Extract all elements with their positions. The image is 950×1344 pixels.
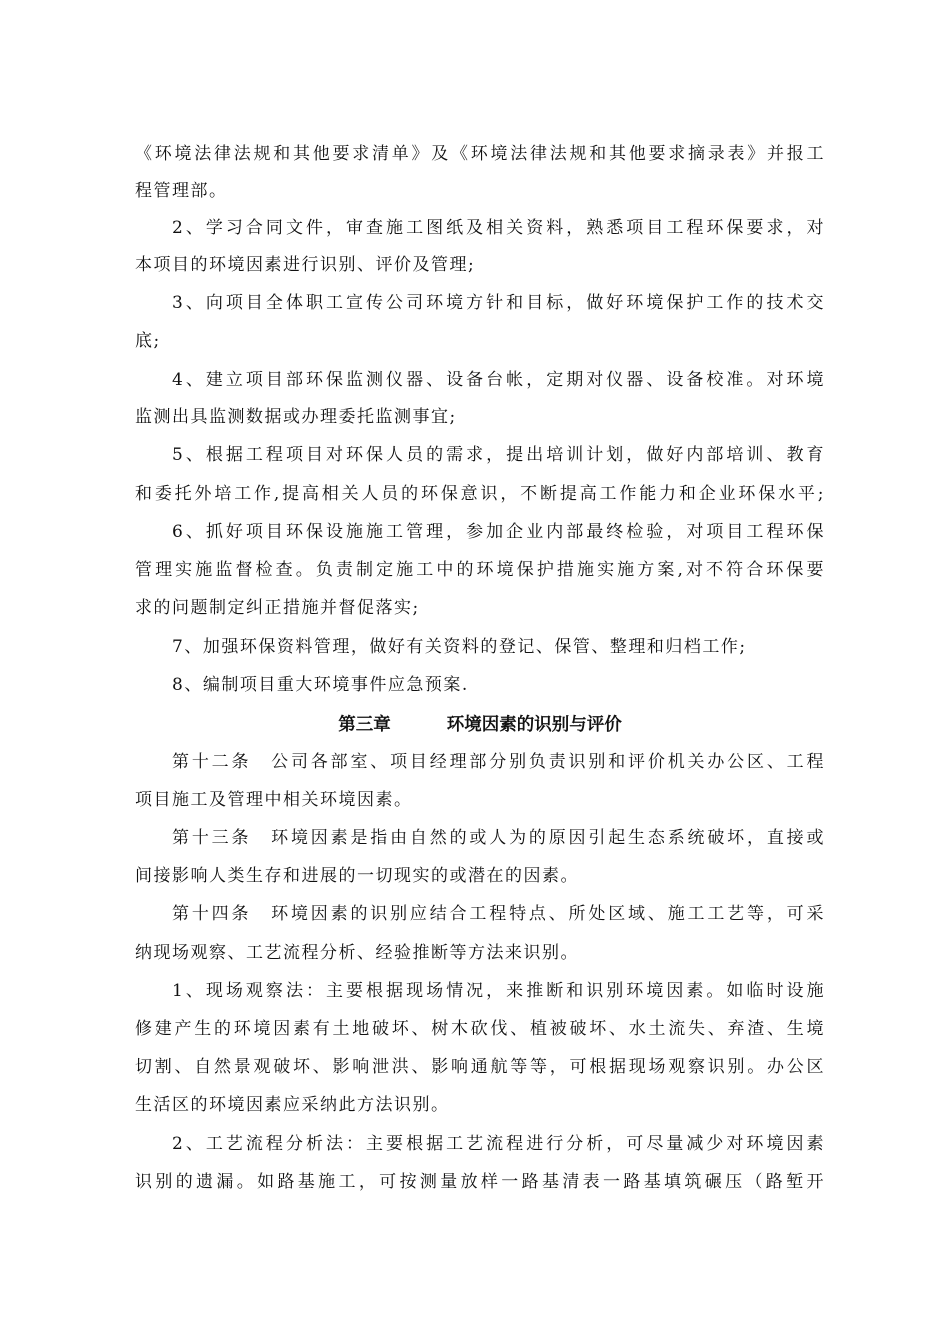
chapter-heading: [135, 710, 825, 740]
text-line: 管理实施监督检查。负责制定施工中的环境保护措施实施方案,对不符合环保要: [135, 560, 825, 580]
text-line: 识别的遗漏。如路基施工，可按测量放样一路基清表一路基填筑碾压（路堑开: [135, 1172, 825, 1192]
text-line: 生活区的环境因素应采纳此方法识别。: [135, 1095, 450, 1115]
text-line: 第十四条 环境因素的识别应结合工程特点、所处区域、施工工艺等，可采: [172, 904, 825, 924]
text-line: 8、编制项目重大环境事件应急预案.: [172, 675, 469, 695]
text-line: 间接影响人类生存和进展的一切现实的或潜在的因素。: [135, 866, 579, 886]
text-line: 第十二条 公司各部室、项目经理部分别负责识别和评价机关办公区、工程: [172, 752, 825, 772]
text-line: 切割、自然景观破坏、影响泄洪、影响通航等等，可根据现场观察识别。办公区: [135, 1057, 825, 1077]
text-line: 5、根据工程项目对环保人员的需求，提出培训计划，做好内部培训、教育: [172, 445, 825, 465]
text-line: 2、工艺流程分析法：主要根据工艺流程进行分析，可尽量减少对环境因素: [172, 1134, 825, 1154]
text-line: 和委托外培工作,提高相关人员的环保意识，不断提高工作能力和企业环保水平;: [135, 484, 825, 504]
text-line: 纳现场观察、工艺流程分析、经验推断等方法来识别。: [135, 943, 579, 963]
text-line: 4、建立项目部环保监测仪器、设备台帐，定期对仪器、设备校准。对环境: [172, 370, 825, 390]
text-line: 修建产生的环境因素有土地破坏、树木砍伐、植被破坏、水土流失、弃渣、生境: [135, 1019, 825, 1039]
text-line: 求的问题制定纠正措施并督促落实;: [135, 598, 420, 618]
text-line: 底;: [135, 331, 161, 351]
text-line: 7、加强环保资料管理，做好有关资料的登记、保管、整理和归档工作;: [172, 637, 747, 657]
text-line: 6、抓好项目环保设施施工管理，参加企业内部最终检验，对项目工程环保: [172, 522, 825, 542]
text-line: 2、学习合同文件，审查施工图纸及相关资料，熟悉项目工程环保要求，对: [172, 218, 825, 238]
text-line: 3、向项目全体职工宣传公司环境方针和目标，做好环境保护工作的技术交: [172, 293, 825, 313]
text-line: 本项目的环境因素进行识别、评价及管理;: [135, 255, 476, 275]
text-line: 项目施工及管理中相关环境因素。: [135, 790, 413, 810]
chapter-title: 环境因素的识别与评价: [446, 715, 622, 735]
text-line: 1、现场观察法：主要根据现场情况，来推断和识别环境因素。如临时设施: [172, 981, 825, 1001]
text-line: 监测出具监测数据或办理委托监测事宜;: [135, 407, 457, 427]
text-line: 《环境法律法规和其他要求清单》及《环境法律法规和其他要求摘录表》并报工: [135, 144, 825, 164]
chapter-number: 第三章: [338, 715, 391, 735]
text-line: 程管理部。: [135, 181, 228, 201]
text-line: 第十三条 环境因素是指由自然的或人为的原因引起生态系统破坏，直接或: [172, 828, 825, 848]
